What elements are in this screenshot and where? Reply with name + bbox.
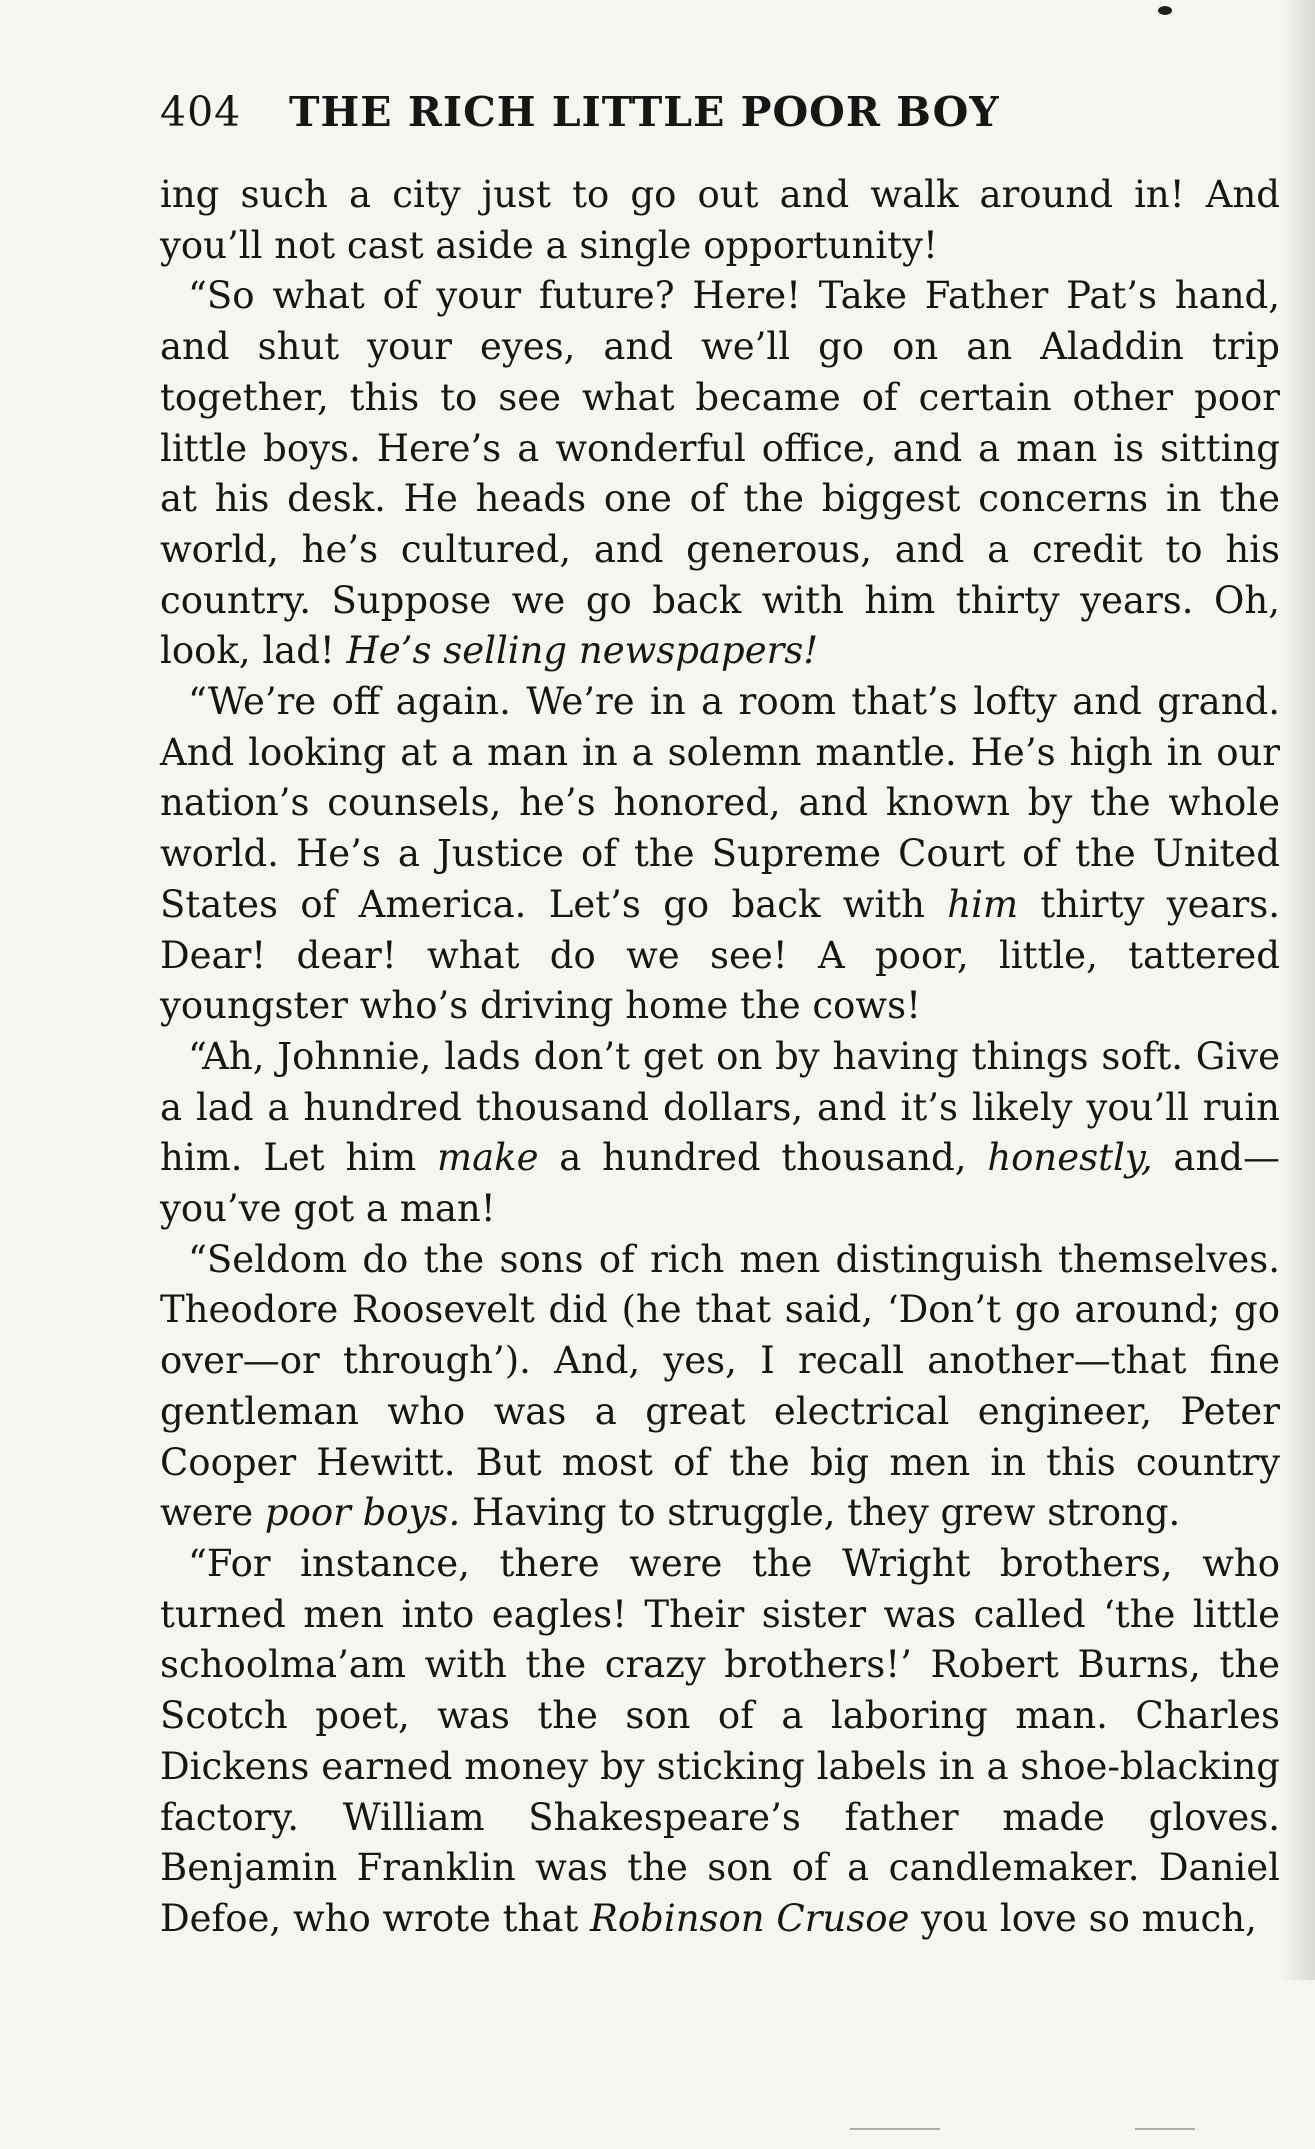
paragraph bbox=[160, 677, 1280, 1032]
paragraph bbox=[160, 271, 1280, 677]
running-title: THE RICH LITTLE POOR BOY bbox=[289, 88, 1000, 136]
paragraph bbox=[160, 1235, 1280, 1539]
text-segment: “For instance, there were the Wright brothers, who turned men into eagles! Their sister was called ‘the little schoolma’am with the crazy brothers!’ Robert Burns, the Scotch poet, was the son of a laboring man. Charles Dickens earned money by sticking labels in a shoe-blacking factory. William Shakespeare’s father made gloves. Benjamin Franklin was the son of a candlemaker. Daniel Defoe, who wrote that bbox=[160, 1541, 1280, 1940]
text-segment: a hundred thousand, bbox=[538, 1136, 988, 1180]
body-text bbox=[160, 170, 1280, 1945]
italic-text: honestly, bbox=[987, 1136, 1153, 1180]
text-segment: “Seldom do the sons of rich men distinguish themselves. Theodore Roosevelt did (he that said, ‘Don’t go around; go over—or through’). And, yes, I recall another—that fine gentleman who was a great electrical engineer, Peter Cooper Hewitt. But most of the big men in this country were bbox=[160, 1237, 1280, 1535]
text-segment: “We’re off again. We’re in a room that’s lofty and grand. And looking at a man in a solemn mantle. He’s high in our nation’s counsels, he’s honored, and known by the whole world. He’s a Justice of the Supreme Court of the United States of America. Let’s go back with bbox=[160, 680, 1280, 926]
paragraph bbox=[160, 1032, 1280, 1235]
italic-text: poor boys. bbox=[264, 1491, 461, 1535]
text-segment: you love so much, bbox=[909, 1896, 1257, 1940]
text-segment: “Ah, Johnnie, lads don’t get on by having things soft. Give a lad a hundred thousand dollars, and it’s likely you’ll ruin him. Let him bbox=[160, 1034, 1280, 1180]
bottom-scan-mark bbox=[1135, 2128, 1195, 2130]
text-segment: and—you’ve got a man! bbox=[160, 1136, 1280, 1231]
page-edge-shadow bbox=[1281, 0, 1315, 1980]
paragraph bbox=[160, 1539, 1280, 1945]
text-segment: ing such a city just to go out and walk around in! And you’ll not cast aside a single opportunity! bbox=[160, 173, 1280, 267]
italic-text: him bbox=[947, 882, 1019, 926]
italic-text: make bbox=[437, 1136, 539, 1180]
text-segment: “So what of your future? Here! Take Father Pat’s hand, and shut your eyes, and we’ll go on an Aladdin trip together, this to see what became of certain other poor little boys. Here’s a wonderful office, and a man is sitting at his desk. He heads one of the biggest concerns in the world, he’s cultured, and generous, and a credit to his country. Suppose we go back with him thirty years. Oh, look, lad! bbox=[160, 274, 1280, 673]
bottom-scan-mark bbox=[850, 2128, 940, 2130]
paragraph bbox=[160, 170, 1280, 271]
page-number: 404 bbox=[160, 88, 242, 136]
text-segment: thirty years. Dear! dear! what do we see! A poor, little, tattered youngster who’s driving home the cows! bbox=[160, 882, 1280, 1028]
text-segment: Having to struggle, they grew strong. bbox=[460, 1491, 1181, 1535]
italic-text: Robinson Crusoe bbox=[590, 1896, 910, 1940]
italic-text: He’s selling newspapers! bbox=[346, 629, 819, 673]
ink-speck bbox=[1158, 6, 1172, 15]
page-header bbox=[160, 82, 1280, 142]
